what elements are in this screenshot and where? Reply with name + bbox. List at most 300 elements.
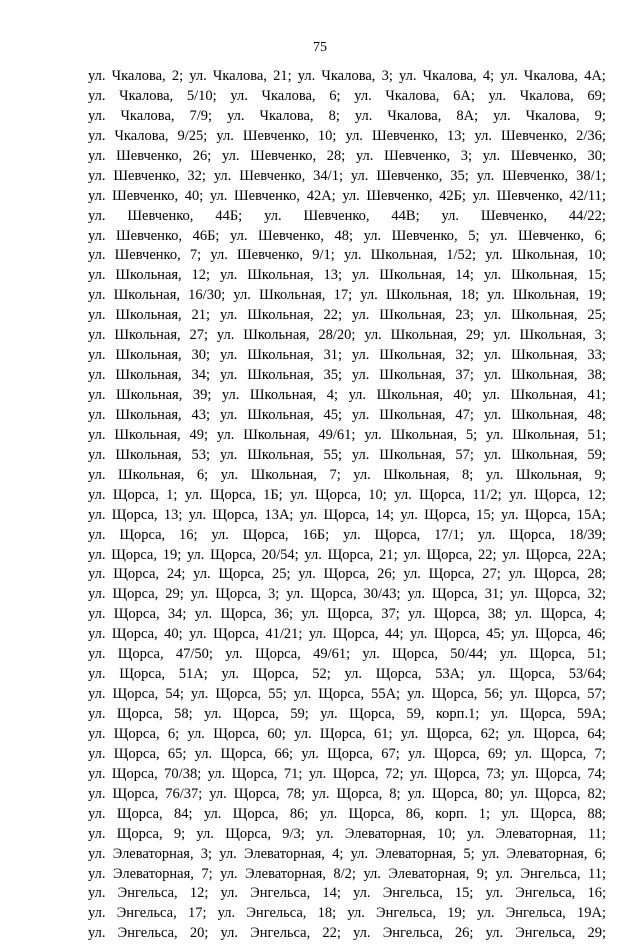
word: ул. — [207, 765, 226, 782]
text-line — [88, 904, 606, 924]
word: 33; — [587, 347, 606, 364]
word: 32; — [455, 347, 474, 364]
word: ул. — [485, 925, 504, 942]
text-line — [88, 565, 606, 585]
word: Школьная, — [243, 426, 310, 443]
word: 19; — [162, 546, 182, 563]
word: 59А; — [576, 706, 606, 722]
word: 9/3; — [282, 825, 305, 842]
word: ул. — [508, 566, 526, 583]
word: Щорса, — [534, 785, 581, 802]
word: Щорса, — [348, 805, 395, 822]
text-line — [88, 506, 606, 526]
word: Элеваторная, — [506, 845, 588, 862]
text-line — [88, 805, 606, 825]
word: 71; — [283, 765, 303, 782]
word: 60; — [267, 725, 286, 742]
word: Щорса, — [112, 486, 159, 503]
word: 10; — [368, 486, 387, 503]
word: Щорса, — [424, 506, 470, 523]
word: ул. — [495, 865, 513, 882]
word: ул. — [203, 805, 222, 822]
word: Шевченко, — [391, 227, 458, 244]
text-line — [88, 87, 606, 107]
word: Шевченко, — [237, 247, 304, 264]
word: Щорса, — [323, 506, 370, 523]
word: 53; — [191, 446, 211, 463]
word: Щорса, — [349, 706, 395, 722]
word: 86; — [289, 805, 309, 822]
word: Школьная, — [511, 307, 578, 324]
word: Щорса, — [433, 606, 480, 623]
word: ул. — [221, 666, 239, 683]
word: Элеваторная, — [112, 845, 194, 862]
word: ул. — [511, 626, 529, 643]
word: ул. — [485, 466, 504, 483]
address-list-body — [88, 67, 606, 944]
word: ул. — [190, 586, 209, 603]
text-line — [88, 845, 606, 865]
word: Щорса, — [310, 586, 357, 603]
text-line — [88, 306, 606, 326]
word: ул. — [502, 546, 520, 563]
word: 19А; — [576, 905, 606, 922]
word: Щорса, — [225, 825, 271, 842]
word: 78; — [286, 785, 306, 802]
word: 12; — [189, 885, 209, 902]
word: 59; — [587, 446, 606, 463]
word: ул. — [88, 486, 106, 503]
word: Энгельса, — [382, 885, 443, 902]
text-line — [88, 326, 606, 346]
word: 34/1; — [313, 167, 343, 184]
word: Щорса, — [530, 805, 576, 822]
word: 41; — [587, 387, 606, 403]
word: Щорса, — [374, 526, 421, 543]
word: 10; — [587, 247, 606, 264]
word: ул. — [189, 626, 207, 643]
word: Шевченко, — [371, 127, 438, 144]
word: Щорса, — [215, 686, 262, 703]
word: ул. — [483, 406, 502, 423]
word: Школьная, — [114, 327, 181, 344]
word: 14; — [322, 885, 341, 902]
word: ул. — [485, 426, 504, 443]
word: Элеваторная, — [243, 845, 325, 862]
word: ул. — [351, 307, 370, 324]
word: ул. — [216, 426, 235, 443]
word: ул. — [221, 147, 240, 164]
word: ул. — [407, 686, 425, 703]
word: ул. — [184, 486, 203, 503]
word: 28; — [326, 147, 346, 164]
word: Щорса, — [220, 745, 267, 762]
word: ул. — [216, 127, 234, 144]
word: Школьная, — [115, 307, 182, 324]
word: ул. — [209, 785, 227, 802]
word: Щорса, — [540, 606, 587, 623]
word: 2; — [171, 68, 184, 84]
word: Энгельса, — [515, 885, 576, 902]
word: ул. — [211, 526, 229, 543]
word: 18; — [317, 905, 337, 922]
word: 4; — [594, 606, 606, 623]
word: ул. — [204, 706, 222, 722]
word: ул. — [500, 506, 519, 523]
word: 16; — [587, 885, 606, 902]
word: ул. — [316, 825, 334, 842]
word: Шевченко, — [250, 147, 317, 164]
word: Щорса, — [426, 725, 473, 742]
word: Школьная, — [379, 267, 446, 284]
word: 31; — [484, 586, 504, 603]
word: 10; — [437, 825, 456, 842]
word: ул. — [493, 107, 511, 124]
word: Шевченко, — [242, 127, 309, 144]
word: 12; — [587, 486, 606, 503]
word: ул. — [301, 745, 319, 762]
word: Щорса, — [419, 486, 465, 503]
text-line — [88, 765, 606, 785]
word: ул. — [403, 546, 421, 563]
word: ул. — [220, 885, 239, 902]
word: Школьная, — [247, 406, 314, 423]
word: 9; — [476, 865, 489, 882]
word: Щорса, — [233, 706, 279, 722]
word: ул. — [194, 606, 213, 623]
word: ул. — [219, 845, 237, 862]
word: Щорса, — [112, 785, 159, 802]
word: Щорса, — [116, 825, 163, 842]
word: Школьная, — [379, 446, 446, 463]
word: 47; — [455, 406, 474, 423]
text-line — [88, 924, 606, 944]
word: 76/37; — [165, 785, 203, 802]
word: 36; — [274, 606, 294, 623]
word: Щорса, — [509, 666, 556, 683]
word: 1; — [166, 486, 178, 503]
word: ул. — [319, 805, 338, 822]
word: ул. — [500, 68, 518, 84]
word: Энгельса, — [376, 905, 437, 922]
word: Чкалова, — [261, 87, 316, 104]
word: ул. — [483, 446, 502, 463]
text-line — [88, 466, 606, 486]
word: 72; — [384, 765, 404, 782]
word: ул. — [409, 626, 428, 643]
word: 25; — [587, 307, 606, 324]
word: Щорса, — [332, 765, 379, 782]
word: 53/64; — [568, 666, 606, 683]
word: 17; — [187, 905, 207, 922]
word: ул. — [308, 765, 327, 782]
text-line — [88, 825, 606, 845]
word: ул. — [88, 825, 106, 842]
word: Щорса, — [252, 666, 299, 683]
word: ул. — [264, 207, 282, 224]
word: Чкалова, — [519, 87, 574, 104]
word: 40; — [164, 626, 183, 643]
word: Школьная, — [512, 426, 579, 443]
word: Щорса, — [218, 566, 265, 583]
word: 27; — [189, 327, 209, 344]
word: Щорса, — [426, 546, 473, 563]
word: 3; — [200, 845, 213, 862]
word: 22; — [322, 925, 341, 942]
text-line — [88, 705, 606, 725]
word: ул. — [474, 127, 493, 144]
word: 48; — [334, 227, 354, 244]
text-line — [88, 526, 606, 546]
word: 44В; — [391, 207, 420, 224]
word: Школьная, — [115, 406, 182, 423]
word: Школьная, — [247, 446, 314, 463]
text-line — [88, 67, 606, 87]
word: Щорса, — [213, 725, 259, 742]
word: 45; — [486, 626, 505, 643]
word: Чкалова, — [259, 107, 314, 124]
word: ул. — [88, 925, 106, 942]
word: 6; — [329, 87, 341, 104]
word: Щорса, — [433, 745, 480, 762]
word: Школьная, — [511, 247, 579, 264]
word: 62; — [480, 725, 500, 742]
word: Школьная, — [511, 267, 578, 284]
word: 44Б; — [215, 207, 243, 224]
word: 29; — [587, 925, 606, 942]
word: 13А; — [264, 506, 294, 523]
word: Щорса, — [392, 646, 438, 663]
word: Щорса, — [212, 506, 259, 523]
word: Школьная, — [511, 347, 578, 364]
text-line — [88, 187, 606, 207]
word: ул. — [354, 107, 373, 124]
word: Щорса, — [431, 586, 478, 603]
word: 17; — [333, 287, 353, 304]
word: ул. — [476, 167, 495, 184]
word: Элеваторная, — [344, 825, 426, 842]
word: Щорса, — [117, 646, 164, 663]
text-line — [88, 605, 606, 625]
word: 55; — [268, 686, 287, 703]
word: Щорса, — [119, 526, 166, 543]
word: ул. — [354, 87, 372, 104]
word: ул. — [219, 307, 238, 324]
word: ул. — [88, 387, 106, 403]
word: Щорса, — [534, 686, 581, 703]
word: ул. — [229, 227, 248, 244]
word: ул. — [230, 87, 248, 104]
word: 32; — [587, 586, 606, 603]
word: 30; — [587, 147, 606, 164]
word: Щорса, — [535, 765, 581, 782]
word: Шевченко, — [480, 207, 547, 224]
word: ул. — [88, 686, 106, 703]
word: ул. — [88, 167, 106, 184]
word: Школьная, — [247, 267, 314, 284]
word: Энгельса, — [505, 905, 566, 922]
word: 58; — [174, 706, 193, 722]
word: ул. — [488, 87, 507, 104]
word: ул. — [364, 327, 382, 344]
word: Щорса, — [533, 566, 580, 583]
word: ул. — [364, 426, 382, 443]
word: ул. — [187, 725, 205, 742]
text-line — [88, 127, 606, 147]
word: 55; — [323, 446, 343, 463]
word: Энгельса, — [250, 925, 311, 942]
word: ул. — [194, 745, 213, 762]
word: Шевченко, — [384, 147, 451, 164]
word: 57; — [587, 686, 606, 703]
word: Щорса, — [112, 586, 159, 603]
word: ул. — [220, 925, 239, 942]
word: ул. — [400, 725, 419, 742]
word: Чкалова, — [119, 87, 174, 104]
word: ул. — [353, 466, 371, 483]
word: ул. — [493, 327, 511, 344]
text-line — [88, 725, 606, 745]
word: ул. — [88, 526, 106, 543]
word: Щорса, — [231, 765, 278, 782]
word: ул. — [514, 606, 533, 623]
word: 22А; — [576, 546, 606, 563]
text-line — [88, 625, 606, 645]
word: ул. — [394, 486, 412, 503]
word: Школьная, — [247, 367, 314, 384]
word: Щорса, — [112, 686, 159, 703]
word: Щорса, — [332, 626, 379, 643]
word: ул. — [351, 446, 370, 463]
word: Школьная, — [259, 287, 326, 304]
word: Щорса, — [254, 646, 301, 663]
word: 22; — [478, 546, 497, 563]
word: ул. — [308, 626, 327, 643]
word: Щорса, — [113, 566, 160, 583]
word: ул. — [88, 68, 106, 84]
text-line — [88, 446, 606, 466]
word: 14; — [375, 506, 395, 523]
word: Щорса, — [315, 486, 361, 503]
word: Щорса, — [111, 765, 158, 782]
word: Школьная, — [379, 406, 446, 423]
word: 73; — [486, 765, 505, 782]
word: 66; — [274, 745, 294, 762]
word: 55А; — [371, 686, 401, 703]
word: ул. — [350, 845, 369, 862]
word: 7/9; — [189, 107, 213, 124]
word: ул. — [407, 586, 425, 603]
text-line — [88, 107, 606, 127]
word: ул. — [399, 68, 417, 84]
word: Школьная, — [114, 426, 181, 443]
word: Чкалова, — [114, 127, 169, 144]
word: ул. — [355, 147, 374, 164]
word: ул. — [477, 905, 495, 922]
word: 69; — [487, 745, 507, 762]
text-line — [88, 406, 606, 426]
word: 69; — [587, 87, 606, 104]
word: Щорса, — [534, 586, 581, 603]
word: ул. — [88, 87, 106, 104]
word: Энгельса, — [117, 925, 178, 942]
text-line — [88, 685, 606, 705]
word: ул. — [88, 207, 106, 224]
word: Шевченко, — [113, 167, 180, 184]
word: 8/2; — [333, 865, 356, 882]
word: 43; — [191, 406, 211, 423]
word: Щорса, — [232, 805, 279, 822]
word: 59, — [406, 706, 425, 722]
word: Шевченко, — [114, 247, 181, 264]
word: ул. — [88, 327, 106, 344]
word: ул. — [441, 207, 460, 224]
word: Щорса, — [210, 546, 256, 563]
text-line — [88, 865, 606, 885]
word: Щорса, — [119, 666, 166, 683]
word: ул. — [88, 566, 106, 583]
word: Школьная, — [247, 307, 314, 324]
word: Щорса, — [111, 626, 158, 643]
word: 3; — [381, 68, 393, 84]
word: ул. — [483, 367, 502, 384]
word: ул. — [348, 387, 367, 403]
word: Шевченко, — [518, 227, 585, 244]
word: 82; — [587, 785, 606, 802]
word: 5; — [465, 426, 478, 443]
word: Щорса, — [524, 506, 571, 523]
word: Щорса, — [213, 626, 259, 643]
word: 34; — [191, 367, 211, 384]
word: Щорса, — [111, 546, 157, 563]
text-line — [88, 286, 606, 306]
word: Щорса, — [375, 666, 422, 683]
word: ул. — [219, 347, 238, 364]
word: 54; — [165, 686, 184, 703]
word: ул. — [88, 706, 106, 722]
word: ул. — [477, 526, 496, 543]
word: ул. — [88, 127, 106, 144]
word: 84; — [173, 805, 193, 822]
word: ул. — [490, 227, 508, 244]
word: 6; — [167, 725, 180, 742]
word: ул. — [298, 566, 316, 583]
word: 16Б; — [302, 526, 330, 543]
word: 57; — [455, 446, 474, 463]
text-line — [88, 645, 606, 665]
word: 44; — [384, 626, 404, 643]
word: 44/22; — [568, 207, 606, 224]
word: ул. — [363, 227, 382, 244]
word: 37; — [381, 606, 400, 623]
word: Школьная, — [390, 426, 457, 443]
word: 25; — [271, 566, 291, 583]
word: ул. — [88, 725, 106, 742]
word: ул. — [88, 586, 106, 603]
word: ул. — [466, 825, 485, 842]
word: ул. — [344, 666, 363, 683]
word: ул. — [407, 785, 425, 802]
word: ул. — [189, 68, 207, 84]
text-line — [88, 207, 606, 227]
word: 6; — [196, 466, 209, 483]
word: Щорса, — [533, 725, 580, 742]
word: 53А; — [435, 666, 465, 683]
word: Чкалова, — [120, 107, 175, 124]
word: Школьная, — [379, 307, 446, 324]
word: ул. — [299, 506, 318, 523]
text-line — [88, 745, 606, 765]
